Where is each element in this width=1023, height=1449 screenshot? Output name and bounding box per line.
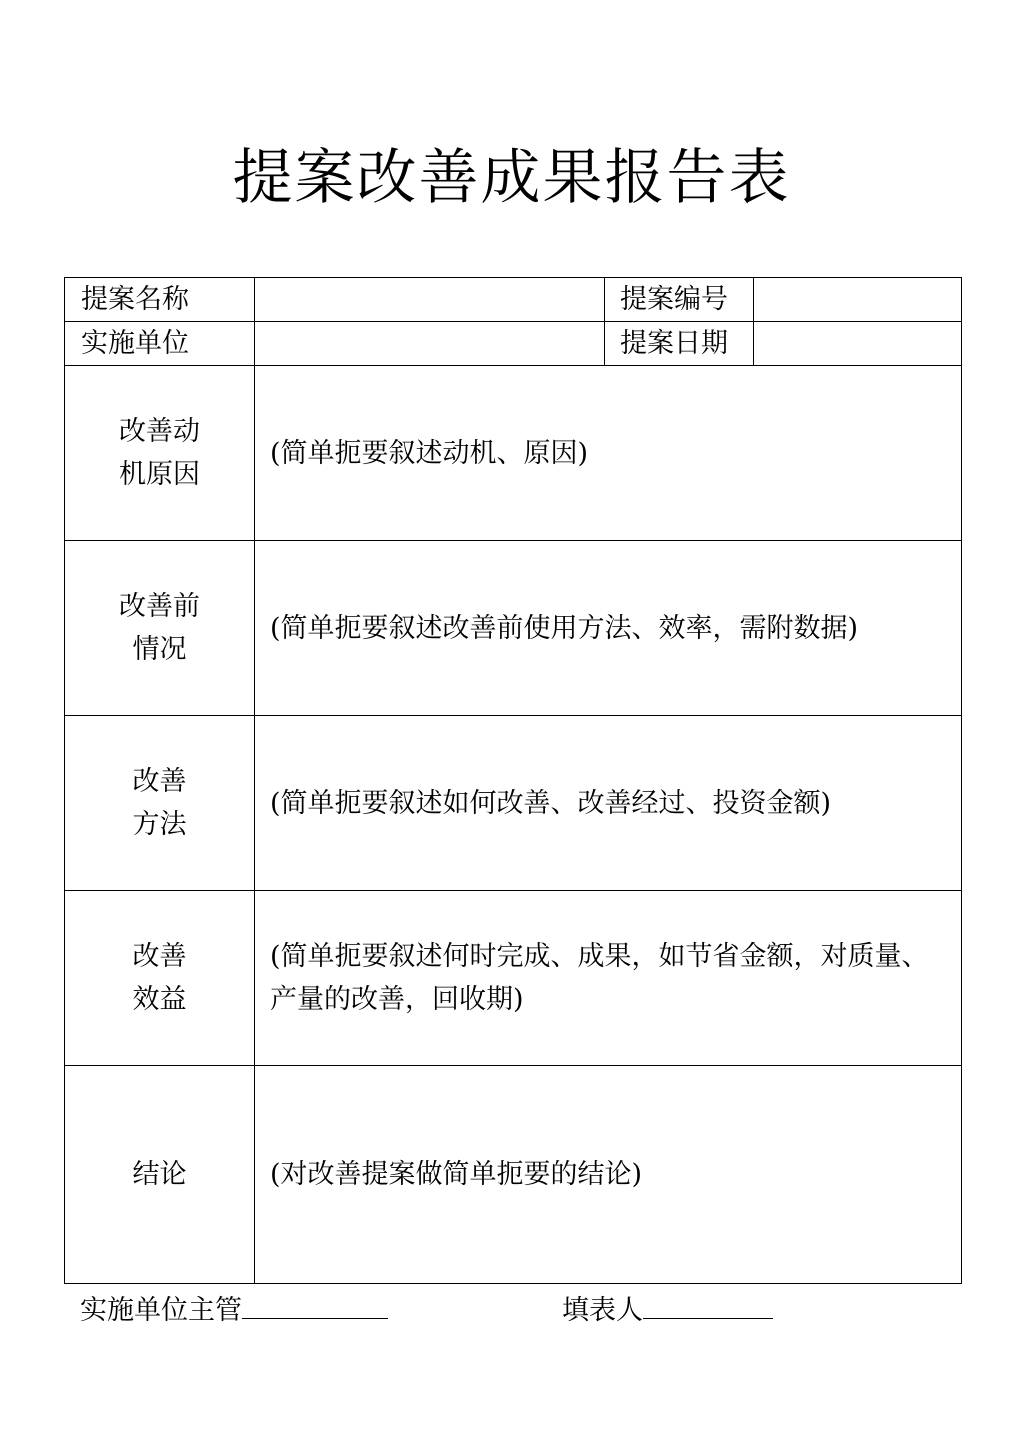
benefit-label [65,891,255,1066]
benefit-field[interactable] [255,891,962,1066]
benefit-label-line2: 效益 [132,984,187,1015]
supervisor-label: 实施单位主管 [80,1295,242,1326]
method-label [65,716,255,891]
before-situation-field[interactable] [255,541,962,716]
filler-signature [562,1288,773,1331]
supervisor-signature-line[interactable] [242,1288,388,1319]
proposal-date-label: 提案日期 [605,322,754,366]
before-situation-row [65,541,962,716]
motivation-row [65,366,962,541]
implementing-unit-field[interactable] [255,322,605,366]
motivation-label-line2: 机原因 [119,459,200,490]
benefit-label-line1: 改善 [132,941,187,972]
proposal-date-field[interactable] [754,322,962,366]
proposal-name-field[interactable] [255,278,605,322]
supervisor-signature [80,1288,388,1331]
proposal-number-field[interactable] [754,278,962,322]
conclusion-hint: (对改善提案做简单扼要的结论) [270,1159,643,1190]
method-label-line2: 方法 [132,809,187,840]
conclusion-label [65,1066,255,1284]
motivation-field[interactable] [255,366,962,541]
method-hint: (简单扼要叙述如何改善、改善经过、投资金额) [270,787,832,819]
conclusion-row [65,1066,962,1284]
before-situation-label-line1: 改善前 [119,591,200,622]
filler-signature-line[interactable] [643,1288,773,1319]
method-row [65,716,962,891]
benefit-hint: (简单扼要叙述何时完成、成果，如节省金额，对质量、产量的改善，回收期) [270,941,929,1015]
conclusion-field[interactable] [255,1066,962,1284]
proposal-name-label: 提案名称 [65,278,255,322]
motivation-label [65,366,255,541]
implementing-unit-row [65,322,962,366]
benefit-row [65,891,962,1066]
method-field[interactable] [255,716,962,891]
form-title: 提案改善成果报告表 [232,143,791,213]
conclusion-label-line1: 结论 [132,1159,187,1190]
filler-label: 填表人 [562,1295,643,1326]
motivation-label-line1: 改善动 [119,416,200,447]
motivation-hint: (简单扼要叙述动机、原因) [270,437,589,469]
report-form-table [64,277,962,1284]
implementing-unit-label: 实施单位 [65,322,255,366]
before-situation-label [65,541,255,716]
proposal-number-label: 提案编号 [605,278,754,322]
before-situation-label-line2: 情况 [132,634,187,665]
method-label-line1: 改善 [132,766,187,797]
proposal-name-row [65,278,962,322]
before-situation-hint: (简单扼要叙述改善前使用方法、效率，需附数据) [270,612,859,644]
